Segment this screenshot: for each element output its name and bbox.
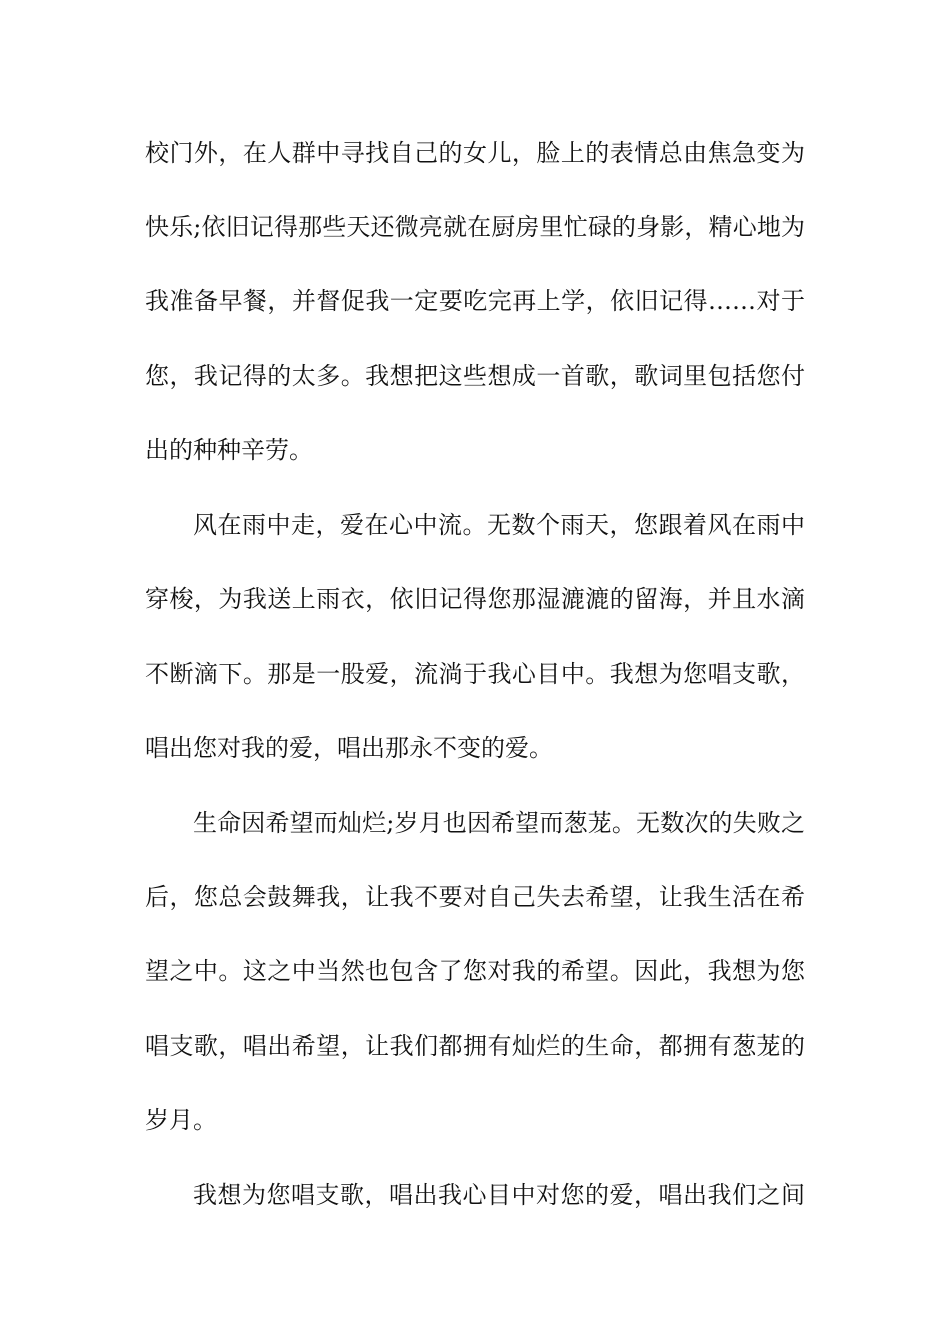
paragraph-2-line-2: 穿梭，为我送上雨衣，依旧记得您那湿漉漉的留海，并且水滴 <box>145 585 805 613</box>
paragraph-3-line-3: 望之中。这之中当然也包含了您对我的希望。因此，我想为您 <box>145 957 805 985</box>
paragraph-1-line-3: 我准备早餐，并督促我一定要吃完再上学，依旧记得……对于 <box>145 287 805 315</box>
paragraph-1-line-2: 快乐;依旧记得那些天还微亮就在厨房里忙碌的身影，精心地为 <box>145 213 805 241</box>
paragraph-1-line-5: 出的种种辛劳。 <box>145 436 313 464</box>
paragraph-2-line-1: 风在雨中走，爱在心中流。无数个雨天，您跟着风在雨中 <box>193 511 805 539</box>
paragraph-3-line-4: 唱支歌，唱出希望，让我们都拥有灿烂的生命，都拥有葱茏的 <box>145 1032 805 1060</box>
paragraph-1-line-1: 校门外，在人群中寻找自己的女儿，脸上的表情总由焦急变为 <box>145 139 805 167</box>
paragraph-2-line-3: 不断滴下。那是一股爱，流淌于我心目中。我想为您唱支歌， <box>145 660 805 688</box>
paragraph-4-line-1: 我想为您唱支歌，唱出我心目中对您的爱，唱出我们之间 <box>193 1181 805 1209</box>
paragraph-3-line-5: 岁月。 <box>145 1106 217 1134</box>
paragraph-1-line-4: 您，我记得的太多。我想把这些想成一首歌，歌词里包括您付 <box>145 362 805 390</box>
paragraph-2-line-4: 唱出您对我的爱，唱出那永不变的爱。 <box>145 734 553 762</box>
paragraph-3-line-2: 后，您总会鼓舞我，让我不要对自己失去希望，让我生活在希 <box>145 883 805 911</box>
paragraph-3-line-1: 生命因希望而灿烂;岁月也因希望而葱茏。无数次的失败之 <box>193 809 805 837</box>
